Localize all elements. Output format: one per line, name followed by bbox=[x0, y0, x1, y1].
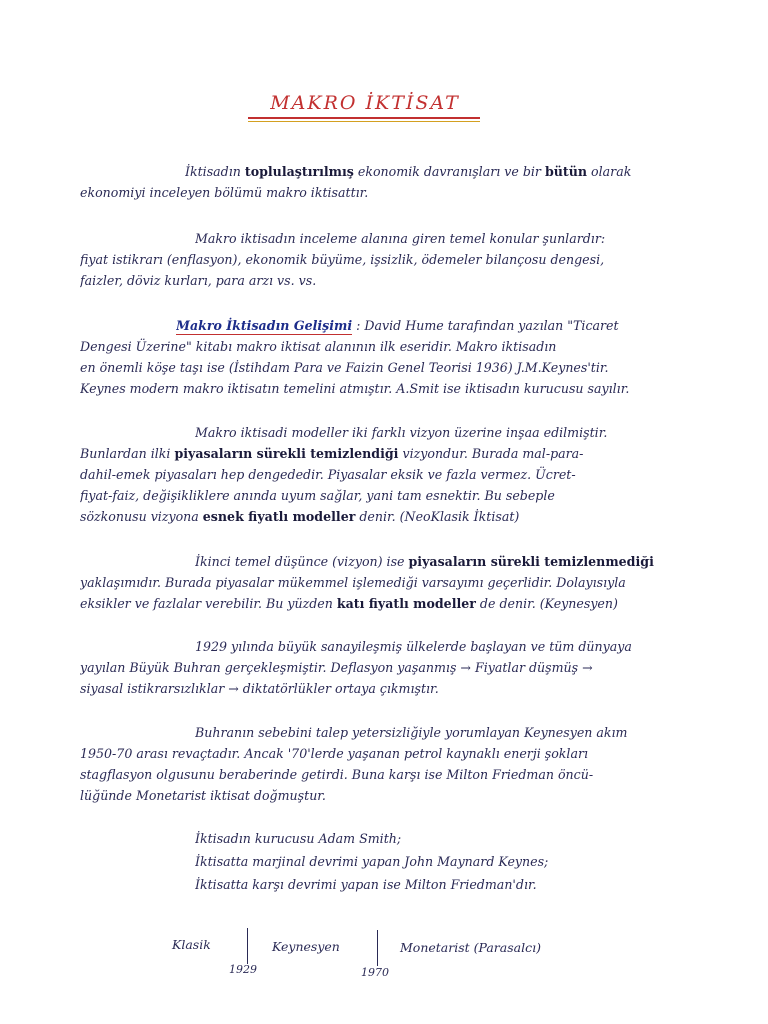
bold-term: piyasaların sürekli temizlenmediği bbox=[408, 554, 654, 569]
text-segment: İktisadın bbox=[185, 164, 245, 179]
paragraph-4-line-2 bbox=[80, 444, 760, 464]
timeline-divider-1 bbox=[247, 928, 248, 964]
paragraph-2-line-1: Makro iktisadın inceleme alanına giren temel konular şunlardır: bbox=[195, 231, 606, 246]
timeline-year-1929: 1929 bbox=[229, 963, 257, 976]
paragraph-5-line-3 bbox=[80, 594, 760, 614]
paragraph-2-line-2: fiyat istikrarı (enflasyon), ekonomik büyüme, işsizlik, ödemeler bilançosu dengesi, bbox=[80, 252, 605, 267]
bold-term: bütün bbox=[544, 164, 588, 179]
paragraph-3-line-1 bbox=[176, 316, 760, 336]
bold-term: esnek fiyatlı modeller bbox=[202, 509, 356, 524]
bold-term: piyasaların sürekli temizlendiği bbox=[174, 446, 399, 461]
paragraph-3-line-4: Keynes modern makro iktisatın temelini atmıştır. A.Smit ise iktisadın kurucusu sayılır. bbox=[80, 381, 630, 396]
timeline-label-monetarist: Monetarist (Parasalcı) bbox=[400, 940, 541, 955]
paragraph-1-line-1 bbox=[185, 162, 760, 182]
page-title: MAKRO İKTİSAT bbox=[270, 92, 460, 114]
text-segment: de denir. (Keynesyen) bbox=[475, 596, 618, 611]
paragraph-7-line-3: stagflasyon olgusunu beraberinde getirdi. Buna karşı ise Milton Friedman öncü- bbox=[80, 767, 594, 782]
paragraph-2-line-3: faizler, döviz kurları, para arzı vs. vs. bbox=[80, 273, 317, 288]
text-segment: İkinci temel düşünce (vizyon) ise bbox=[195, 554, 409, 569]
paragraph-6-line-1: 1929 yılında büyük sanayileşmiş ülkelerde başlayan ve tüm dünyaya bbox=[195, 639, 632, 654]
text-segment: sözkonusu vizyona bbox=[80, 509, 203, 524]
paragraph-3-line-3: en önemli köşe taşı ise (İstihdam Para ve Faizin Genel Teorisi 1936) J.M.Keynes'tir. bbox=[80, 360, 609, 375]
text-segment: vizyondur. Burada mal-para- bbox=[398, 446, 584, 461]
paragraph-4-line-5 bbox=[80, 507, 760, 527]
paragraph-6-line-2: yayılan Büyük Buhran gerçekleşmiştir. Deflasyon yaşanmış → Fiyatlar düşmüş → bbox=[80, 660, 593, 675]
paragraph-3-line-2: Dengesi Üzerine" kitabı makro iktisat alanının ilk eseridir. Makro iktisadın bbox=[80, 339, 557, 354]
section-heading: Makro İktisadın Gelişimi bbox=[176, 318, 353, 333]
text-segment: Bunlardan ilki bbox=[80, 446, 175, 461]
text-segment: : David Hume tarafından yazılan "Ticaret bbox=[352, 318, 619, 333]
paragraph-7-line-2: 1950-70 arası revaçtadır. Ancak '70'lerde yaşanan petrol kaynaklı enerji şokları bbox=[80, 746, 589, 761]
bold-term: toplulaştırılmış bbox=[244, 164, 354, 179]
timeline-label-keynesyen: Keynesyen bbox=[272, 939, 340, 954]
timeline-label-klasik: Klasik bbox=[172, 937, 211, 952]
paragraph-7-line-4: lüğünde Monetarist iktisat doğmuştur. bbox=[80, 788, 326, 803]
text-segment: ekonomik davranışları ve bir bbox=[353, 164, 545, 179]
summary-line-2: İktisatta marjinal devrimi yapan John Maynard Keynes; bbox=[195, 854, 549, 869]
text-segment: eksikler ve fazlalar verebilir. Bu yüzden bbox=[80, 596, 337, 611]
paragraph-5-line-1 bbox=[195, 552, 760, 572]
text-segment: olarak bbox=[587, 164, 632, 179]
paragraph-4-line-4: fiyat-faiz, değişikliklere anında uyum sağlar, yani tam esnektir. Bu sebeple bbox=[80, 488, 555, 503]
paragraph-7-line-1: Buhranın sebebini talep yetersizliğiyle yorumlayan Keynesyen akım bbox=[195, 725, 628, 740]
title-underline bbox=[248, 117, 480, 119]
timeline-divider-2 bbox=[377, 930, 378, 966]
paragraph-5-line-2: yaklaşımıdır. Burada piyasalar mükemmel işlemediği varsayımı geçerlidir. Dolayısıyla bbox=[80, 575, 626, 590]
paragraph-4-line-3: dahil-emek piyasaları hep dengededir. Piyasalar eksik ve fazla vermez. Ücret- bbox=[80, 467, 576, 482]
summary-line-3: İktisatta karşı devrimi yapan ise Milton Friedman'dır. bbox=[195, 877, 537, 892]
paragraph-1-line-2: ekonomiyi inceleyen bölümü makro iktisattır. bbox=[80, 185, 369, 200]
timeline-year-1970: 1970 bbox=[361, 966, 389, 979]
paragraph-4-line-1: Makro iktisadi modeller iki farklı vizyon üzerine inşaa edilmiştir. bbox=[195, 425, 608, 440]
summary-line-1: İktisadın kurucusu Adam Smith; bbox=[195, 831, 402, 846]
paragraph-6-line-3: siyasal istikrarsızlıklar → diktatörlükler ortaya çıkmıştır. bbox=[80, 681, 439, 696]
bold-term: katı fiyatlı modeller bbox=[336, 596, 476, 611]
text-segment: denir. (NeoKlasik İktisat) bbox=[355, 509, 520, 524]
